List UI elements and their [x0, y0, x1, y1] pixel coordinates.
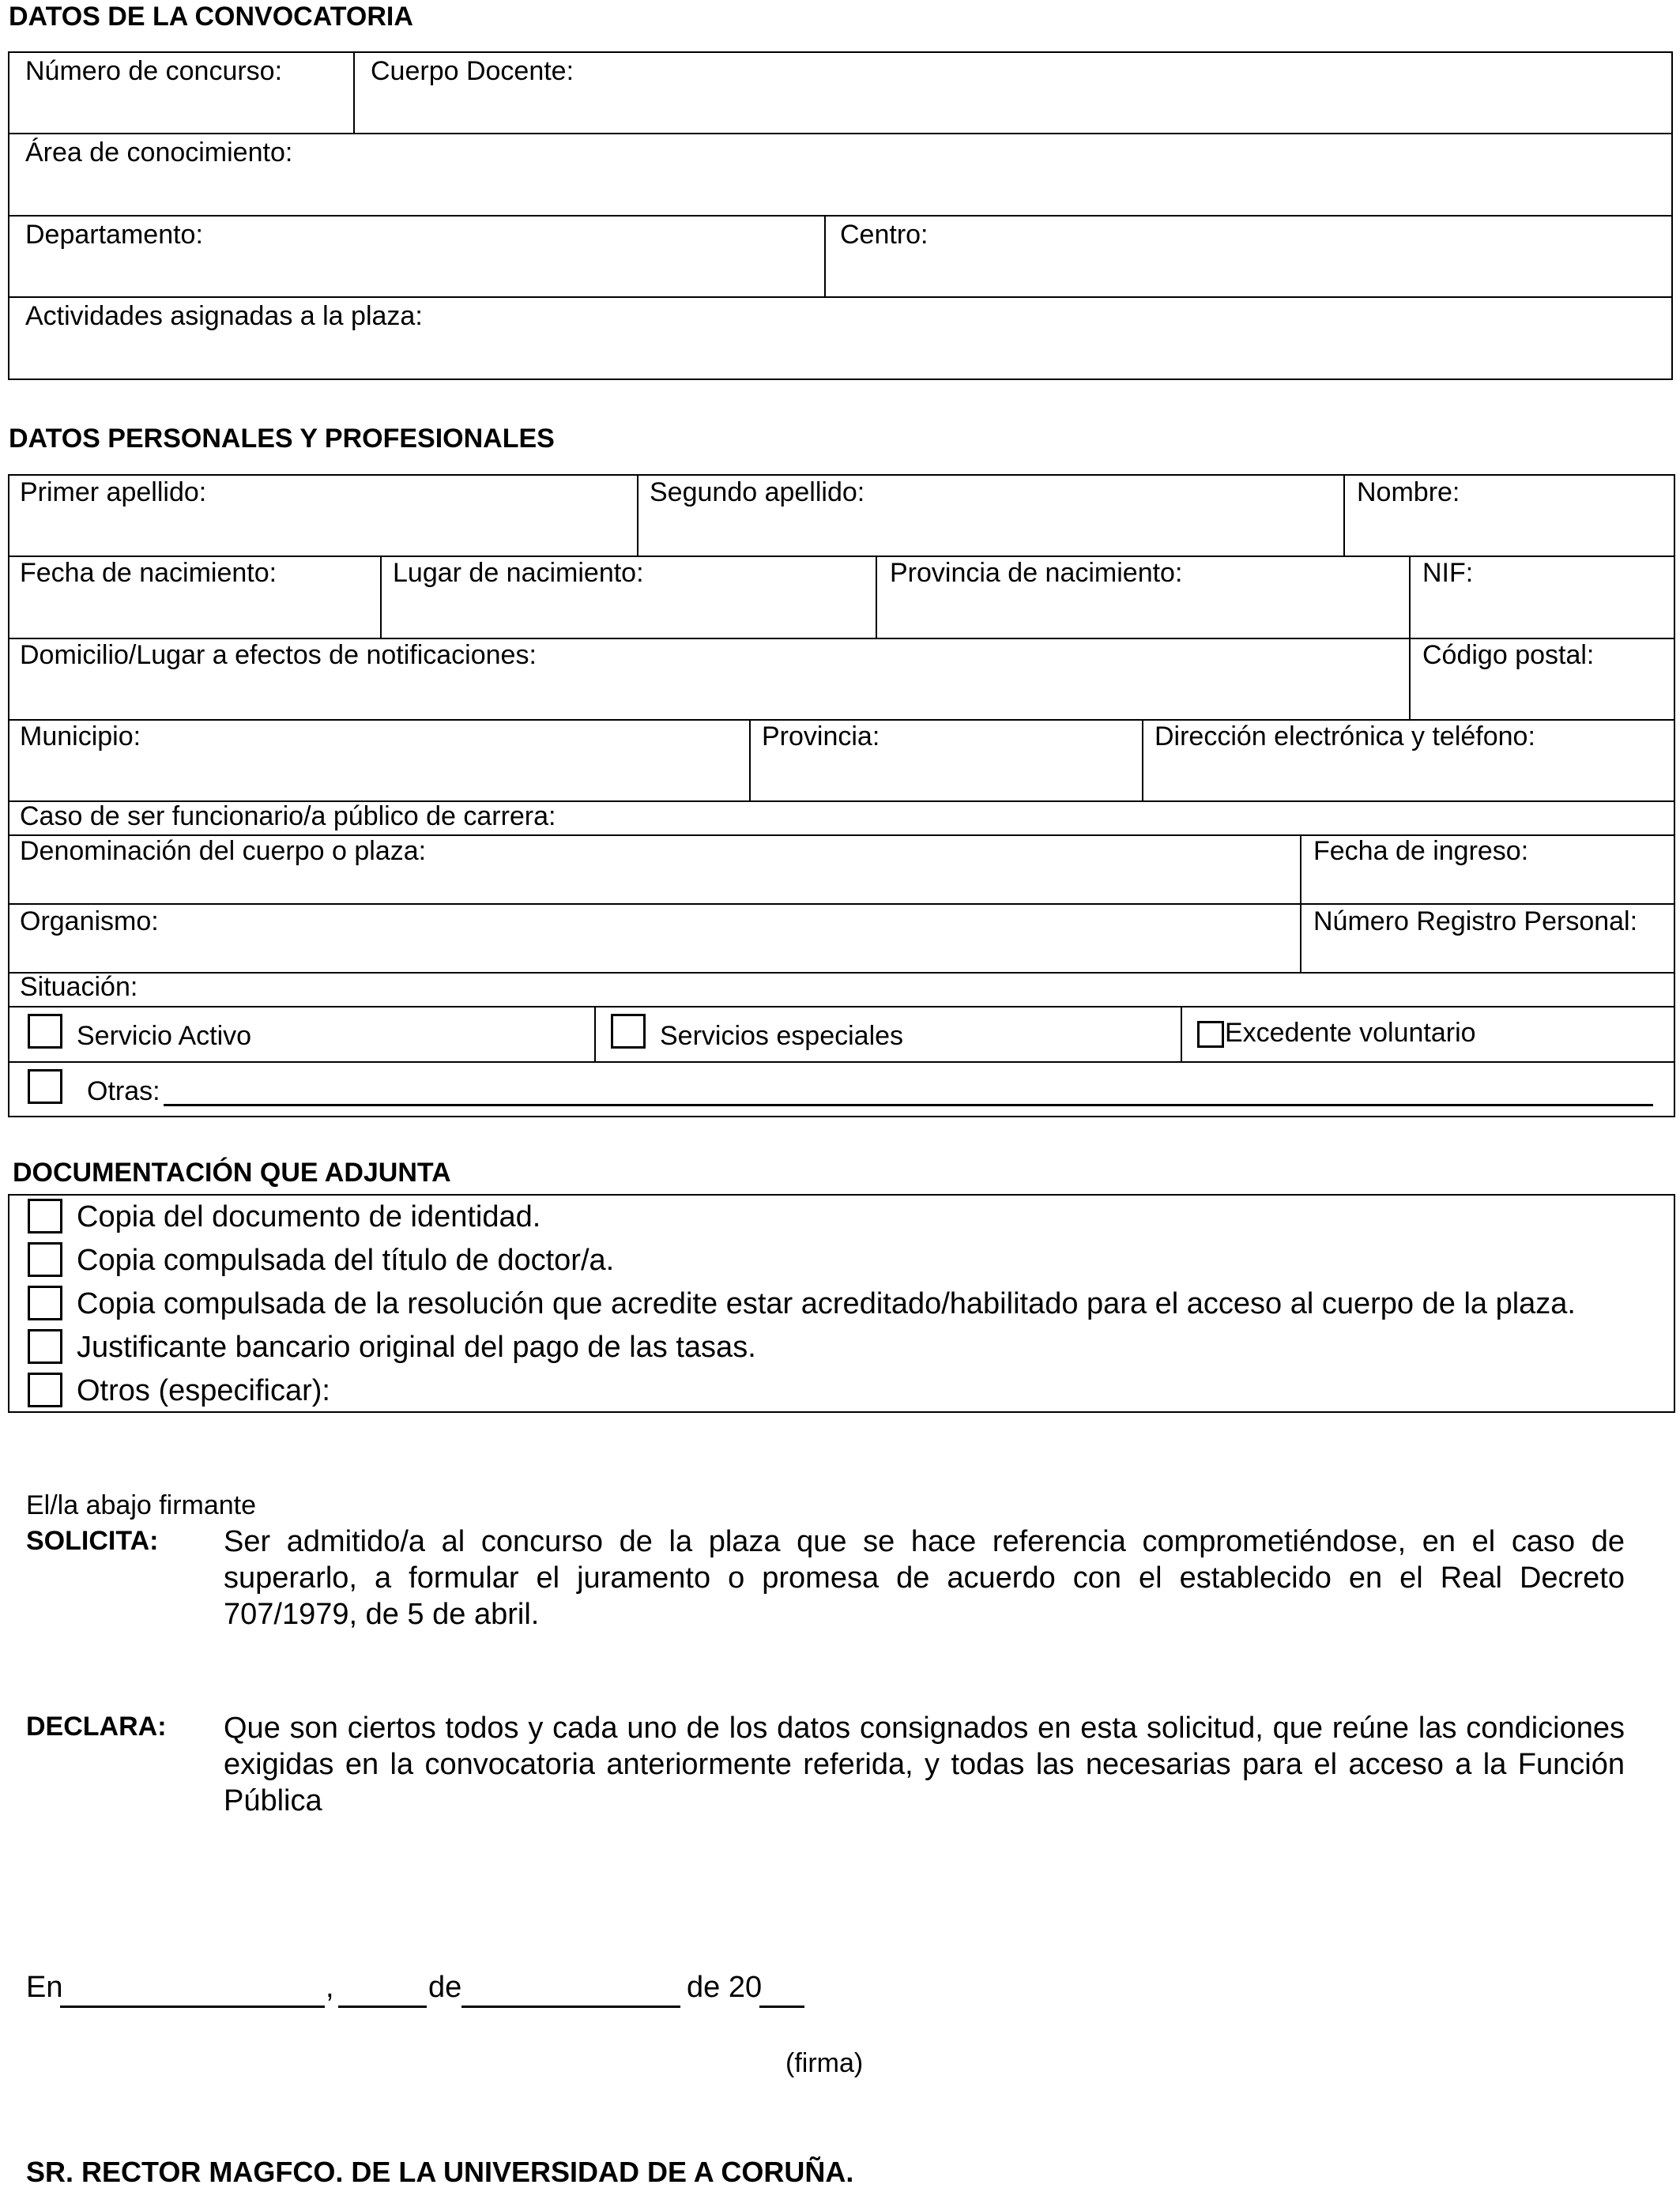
documentacion-heading: DOCUMENTACIÓN QUE ADJUNTA [13, 1158, 451, 1188]
primer-apellido-field[interactable] [9, 476, 635, 555]
divider [1181, 1006, 1182, 1061]
cuerpo-docente-label: Cuerpo Docente: [371, 56, 574, 86]
excedente-voluntario-checkbox[interactable] [1197, 1021, 1224, 1048]
de20-label: de 20 [687, 1971, 763, 2004]
codigo-postal-field[interactable] [1411, 639, 1674, 718]
servicio-activo-checkbox[interactable] [28, 1014, 62, 1049]
fecha-ingreso-field[interactable] [1301, 836, 1674, 902]
firma-label: (firma) [785, 2048, 864, 2078]
provincia-label: Provincia: [762, 721, 880, 751]
provincia-nacimiento-label: Provincia de nacimiento: [890, 558, 1183, 588]
denominacion-field[interactable] [9, 836, 1298, 902]
servicio-activo-label: Servicio Activo [77, 1021, 252, 1051]
doc-item-label: Copia del documento de identidad. [77, 1200, 541, 1233]
lugar-line[interactable] [60, 2006, 325, 2008]
fecha-nacimiento-label: Fecha de nacimiento: [20, 558, 277, 588]
numero-concurso-field[interactable] [9, 53, 352, 132]
divider [594, 1006, 596, 1061]
departamento-label: Departamento: [25, 220, 203, 250]
doc-acreditacion-checkbox[interactable] [28, 1286, 62, 1320]
doc-item-label: Justificante bancario original del pago de las tasas. [77, 1331, 756, 1364]
lugar-nacimiento-field[interactable] [382, 557, 874, 636]
doc-item-label: Copia compulsada del título de doctor/a. [77, 1244, 615, 1277]
provincia-field[interactable] [751, 721, 1140, 800]
de-label: de [428, 1971, 462, 2004]
centro-field[interactable] [826, 217, 1671, 296]
numero-concurso-label: Número de concurso: [25, 56, 283, 86]
codigo-postal-label: Código postal: [1422, 640, 1595, 670]
otras-label: Otras: [87, 1076, 160, 1106]
personales-heading: DATOS PERSONALES Y PROFESIONALES [9, 424, 555, 454]
fecha-ingreso-label: Fecha de ingreso: [1313, 836, 1529, 866]
doc-identidad-checkbox[interactable] [28, 1199, 62, 1233]
cuerpo-docente-field[interactable] [355, 53, 1671, 132]
rector-footer: SR. RECTOR MAGFCO. DE LA UNIVERSIDAD DE A CORUÑA. [26, 2156, 854, 2188]
divider [8, 1006, 1675, 1007]
divider [8, 1061, 1675, 1063]
doc-titulo-doctor-checkbox[interactable] [28, 1242, 62, 1277]
en-label: En [26, 1971, 63, 2004]
firmante-label: El/la abajo firmante [26, 1490, 257, 1520]
situacion-label: Situación: [20, 972, 138, 1002]
otras-input-line[interactable] [164, 1104, 1653, 1106]
declara-text: Que son ciertos todos y cada uno de los datos consignados en esta solicitud, que reúne las condiciones exigidas en la convocatoria anteriormente referida, y todas las necesarias para el acceso a la Función Pública [224, 1712, 1625, 1817]
provincia-nacimiento-field[interactable] [877, 557, 1407, 636]
organismo-field[interactable] [9, 905, 1298, 971]
doc-justificante-checkbox[interactable] [28, 1329, 62, 1364]
servicios-especiales-label: Servicios especiales [660, 1021, 904, 1051]
municipio-field[interactable] [9, 721, 748, 800]
nif-field[interactable] [1411, 557, 1674, 636]
dia-line[interactable] [338, 2006, 427, 2008]
nombre-label: Nombre: [1357, 477, 1460, 507]
otras-checkbox[interactable] [28, 1069, 62, 1104]
actividades-field[interactable] [9, 298, 1671, 379]
direccion-telefono-label: Dirección electrónica y teléfono: [1155, 721, 1535, 751]
servicios-especiales-checkbox[interactable] [611, 1014, 646, 1049]
centro-label: Centro: [840, 220, 929, 250]
nombre-field[interactable] [1345, 476, 1674, 555]
actividades-label: Actividades asignadas a la plaza: [25, 301, 423, 331]
comma-label: , [326, 1971, 334, 2004]
area-conocimiento-label: Área de conocimiento: [25, 137, 293, 168]
segundo-apellido-field[interactable] [638, 476, 1342, 555]
primer-apellido-label: Primer apellido: [20, 477, 207, 507]
doc-item-label: Otros (especificar): [77, 1374, 330, 1407]
domicilio-field[interactable] [9, 639, 1407, 718]
nif-label: NIF: [1422, 558, 1474, 588]
direccion-telefono-field[interactable] [1143, 721, 1674, 800]
excedente-voluntario-label: Excedente voluntario [1225, 1018, 1476, 1048]
registro-personal-field[interactable] [1301, 905, 1674, 971]
fecha-nacimiento-field[interactable] [9, 557, 379, 636]
solicita-text: Ser admitido/a al concurso de la plaza que se hace referencia comprometiéndose, en el caso de superarlo, a formular el juramento o promesa de acuerdo con el establecido en el Real Decreto 707/1979, de 5 de abril. [224, 1525, 1625, 1631]
area-conocimiento-field[interactable] [9, 134, 1671, 213]
lugar-nacimiento-label: Lugar de nacimiento: [393, 558, 644, 588]
mes-line[interactable] [461, 2006, 680, 2008]
divider [8, 972, 1675, 974]
anio-line[interactable] [759, 2006, 804, 2008]
departamento-field[interactable] [9, 217, 823, 296]
convocatoria-heading: DATOS DE LA CONVOCATORIA [9, 2, 413, 32]
municipio-label: Municipio: [20, 721, 141, 751]
registro-personal-label: Número Registro Personal: [1313, 906, 1638, 936]
organismo-label: Organismo: [20, 906, 159, 936]
denominacion-label: Denominación del cuerpo o plaza: [20, 836, 427, 866]
doc-item-label: Copia compulsada de la resolución que acredite estar acreditado/habilitado para el acceso al cuerpo de la plaza. [77, 1287, 1576, 1320]
domicilio-label: Domicilio/Lugar a efectos de notificaciones: [20, 640, 537, 670]
funcionario-label: Caso de ser funcionario/a público de carrera: [20, 801, 556, 831]
solicita-label: SOLICITA: [26, 1526, 159, 1556]
segundo-apellido-label: Segundo apellido: [650, 477, 865, 507]
doc-otros-checkbox[interactable] [28, 1373, 62, 1407]
declara-label: DECLARA: [26, 1712, 167, 1742]
